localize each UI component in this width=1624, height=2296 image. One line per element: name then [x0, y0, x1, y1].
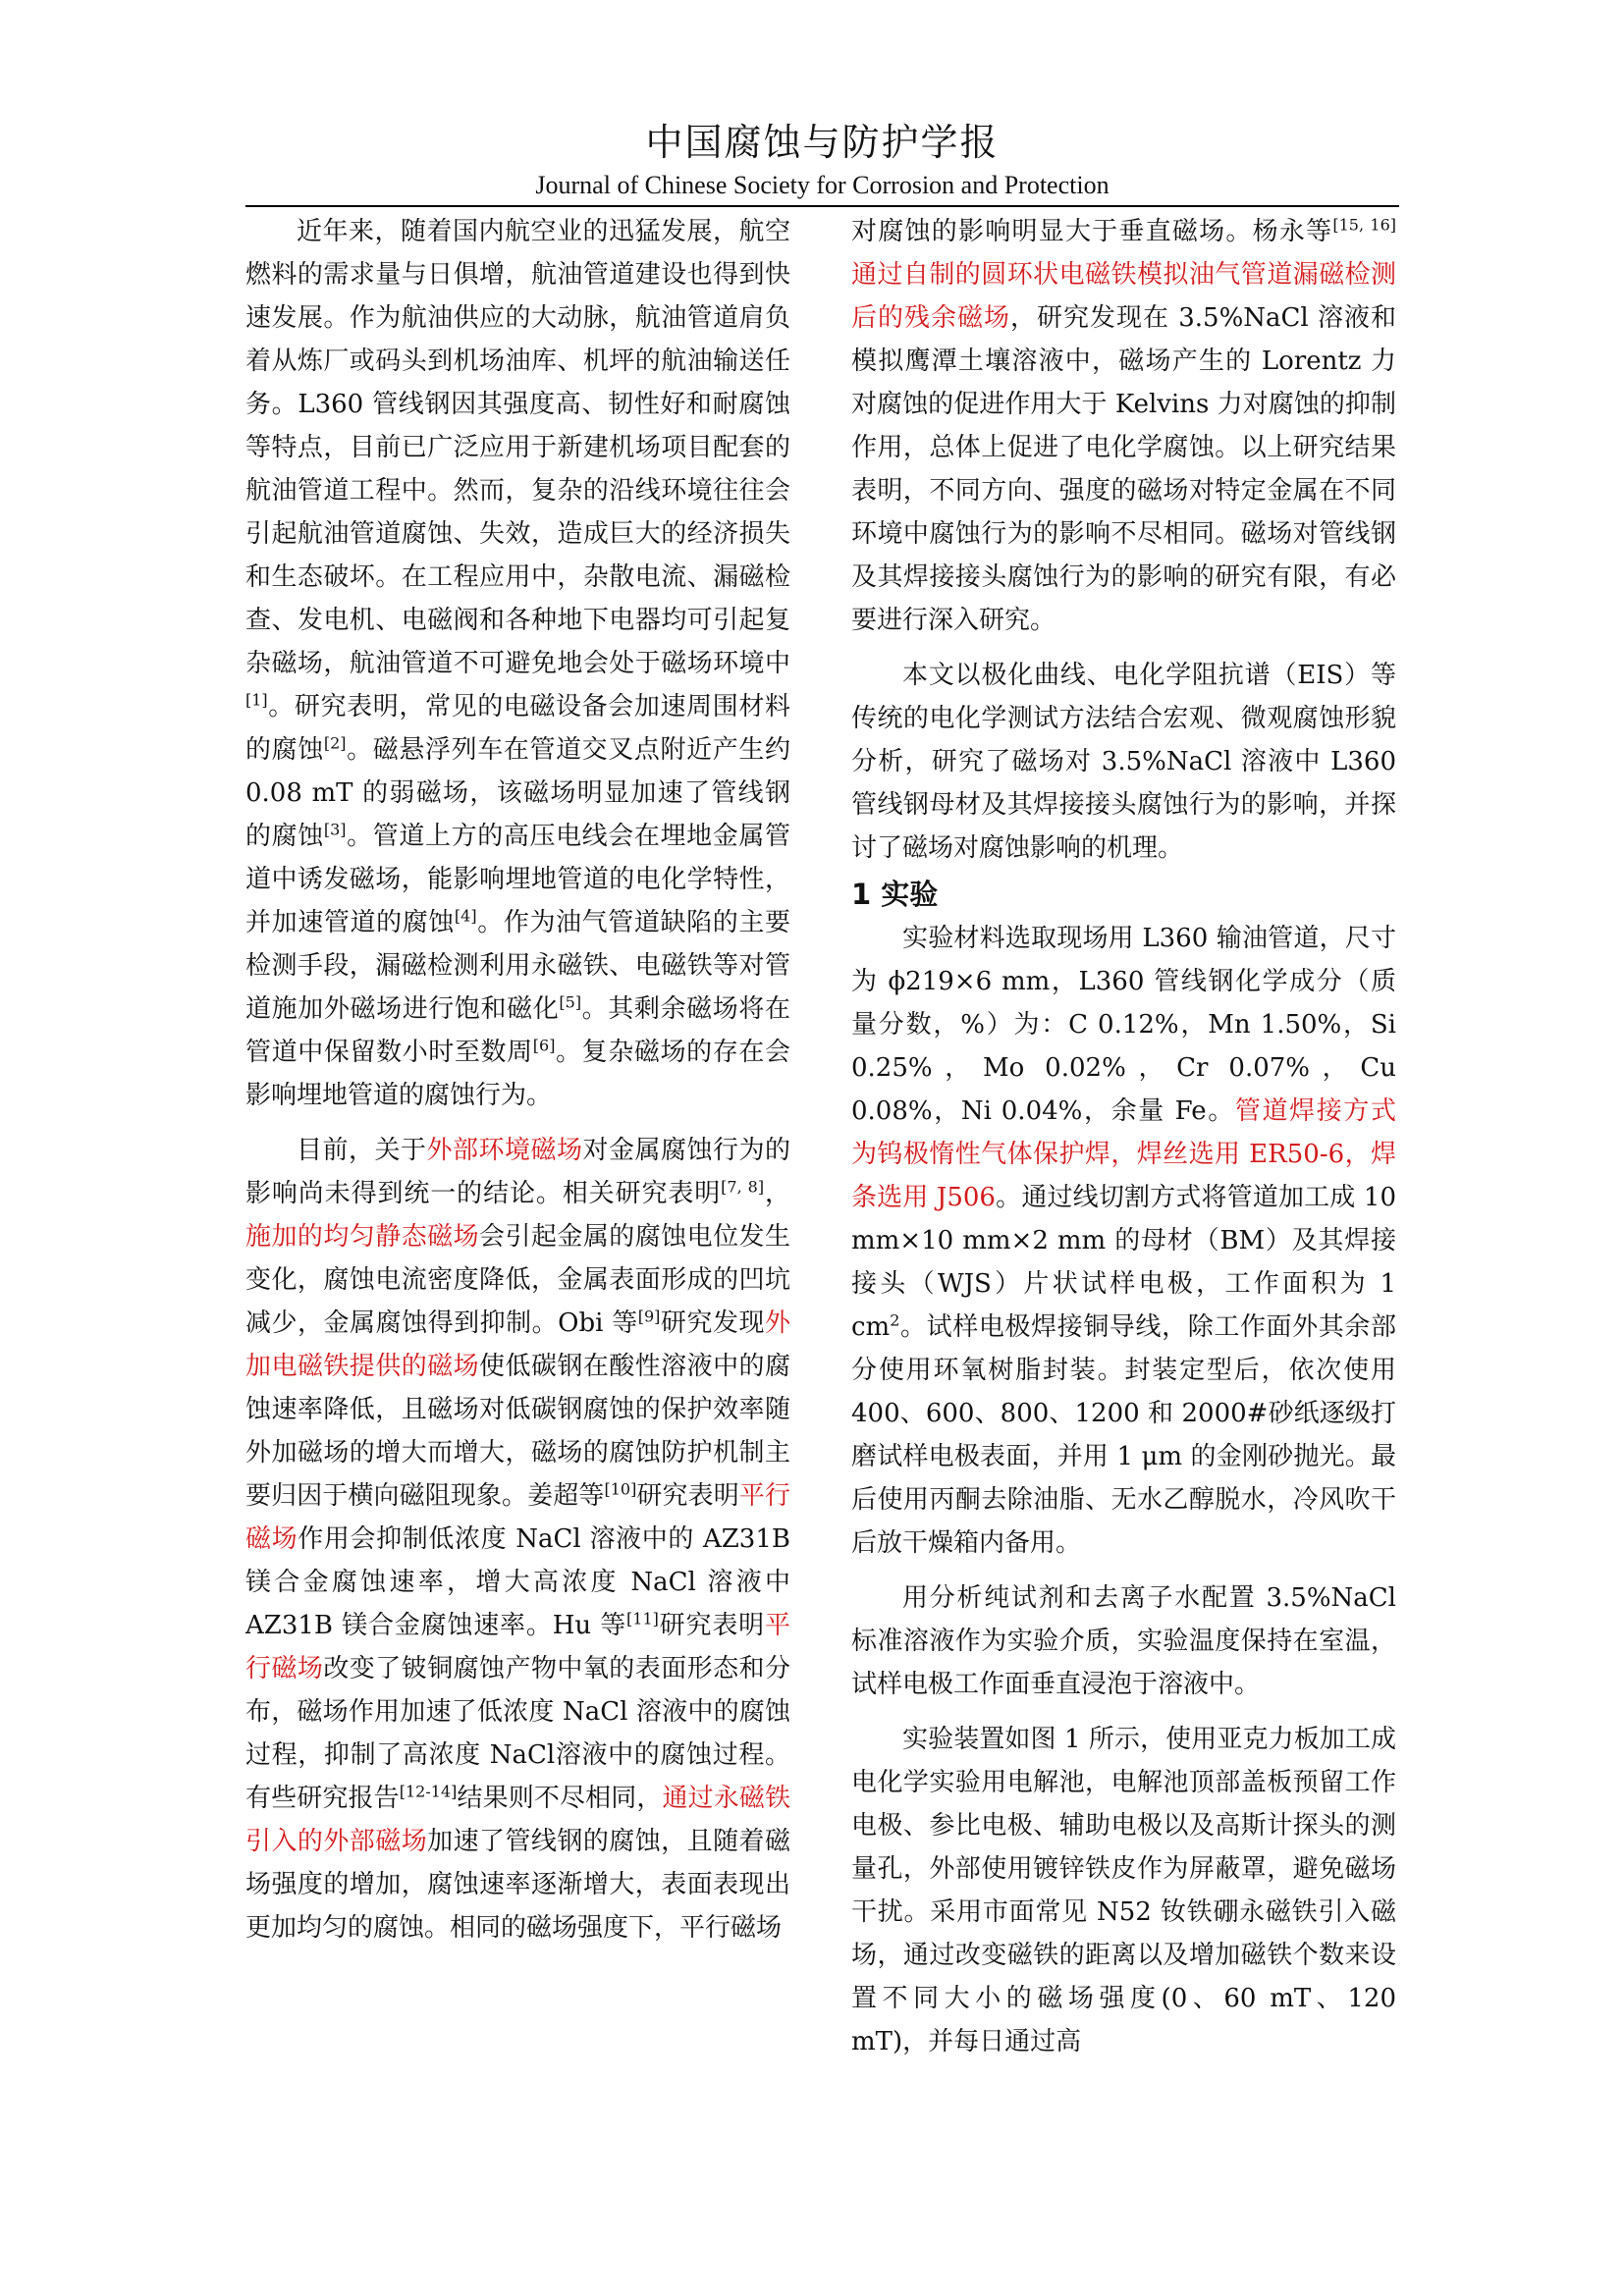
apparatus-paragraph: 实验装置如图 1 所示，使用亚克力板加工成电化学实验用电解池，电解池顶部盖板预留工作电极、参比电极、辅助电极以及高斯计探头的测量孔，外部使用镀锌铁皮作为屏蔽罩，避免磁场干扰。采用市面常见 N52 钕铁硼永磁铁引入磁场，通过改变磁铁的距离以及增加磁铁个数来设置不同大小的磁场强度(0、60 mT、120 mT)，并每日通过高 [851, 1725, 1396, 2056]
journal-title-en: Journal of Chinese Society for Corrosion and Protection [535, 171, 1110, 199]
left-column [245, 210, 790, 1949]
materials-paragraph [851, 917, 1396, 1565]
text-run: 研究发现 [660, 1308, 765, 1338]
text-run: 。复杂磁场的存在会影响埋地管道的腐蚀行为。 [245, 1038, 790, 1110]
text-run: ， [764, 1179, 790, 1208]
highlighted-text: 外加电磁铁提供的磁场 [245, 1308, 790, 1381]
intro-paragraph-1 [245, 210, 790, 1117]
text-run: 研究表明 [636, 1481, 739, 1511]
citation-ref: [2] [323, 733, 347, 753]
text-run: 。研究表明，常见的电磁设备会加速周围材料的腐蚀 [245, 692, 790, 765]
text-run: 改变了铍铜腐蚀产物中氧的表面形态和分布，磁场作用加速了低浓度 NaCl 溶液中的腐蚀过程，抑制了高浓度 NaCl溶液中的腐蚀过程。有些研究报告 [245, 1654, 790, 1813]
citation-ref: [6] [532, 1036, 556, 1055]
highlighted-text: 通过永磁铁引入的外部磁场 [245, 1784, 790, 1856]
text-run: 近年来，随着国内航空业的迅猛发展，航空燃料的需求量与日俱增，航油管道建设也得到快速发展。作为航油供应的大动脉，航油管道肩负着从炼厂或码头到机场油库、机坪的航油输送任务。L360 管线钢因其强度高、韧性好和耐腐蚀等特点，目前已广泛应用于新建机场项目配套的航油管道工程中。然而，复杂的沿线环境往往会引起航油管道腐蚀、失效，造成巨大的经济损失和生态破坏。在工程应用中，杂散电流、漏磁检查、发电机、电磁阀和各种地下电器均可引起复杂磁场，航油管道不可避免地会处于磁场环境中 [245, 217, 790, 678]
highlighted-text: 管道焊接方式为钨极惰性气体保护焊，焊丝选用 ER50-6，焊条选用 J506 [851, 1096, 1396, 1212]
text-run: 实验材料选取现场用 L360 输油管道，尺寸为 ϕ219×6 mm，L360 管线钢化学成分（质量分数，%）为：C 0.12%，Mn 1.50%，Si 0.25%，Mo 0.02%，Cr 0.07%，Cu 0.08%，Ni 0.04%，余量 Fe。 [851, 924, 1396, 1126]
text-run: 加速了管线钢的腐蚀，且随着磁场强度的增加，腐蚀速率逐渐增大，表面表现出更加均匀的腐蚀。相同的磁场强度下，平行磁场 [245, 1827, 790, 1943]
citation-ref: [1] [245, 690, 268, 710]
text-run: 。试样电极焊接铜导线，除工作面外其余部分使用环氧树脂封装。封装定型后，依次使用 400、600、800、1200 和 2000#砂纸逐级打磨试样电极表面，并用 1 μm 的金刚砂抛光。最后使用丙酮去除油脂、无水乙醇脱水，冷风吹干后放干燥箱内备用。 [851, 1312, 1396, 1558]
text-run: 结果则不尽相同， [457, 1784, 663, 1813]
right-column [851, 210, 1396, 2063]
text-run: 会引起金属的腐蚀电位发生变化，腐蚀电流密度降低，金属表面形成的凹坑减少，金属腐蚀得到抑制。Obi 等 [245, 1222, 790, 1338]
citation-ref: [12-14] [399, 1782, 458, 1801]
superscript: 2 [890, 1310, 900, 1330]
text-run: 。其剩余磁场将在管道中保留数小时至数周 [245, 994, 790, 1067]
text-run: 使低碳钢在酸性溶液中的腐蚀速率降低，且磁场对低碳钢腐蚀的保护效率随外加磁场的增大而增大，磁场的腐蚀防护机制主要归因于横向磁阻现象。姜超等 [245, 1352, 790, 1511]
citation-ref: [4] [454, 906, 477, 926]
intro-paragraph-3: 本文以极化曲线、电化学阻抗谱（EIS）等传统的电化学测试方法结合宏观、微观腐蚀形貌分析，研究了磁场对 3.5%NaCl 溶液中 L360 管线钢母材及其焊接接头腐蚀行为的影响，并探讨了磁场对腐蚀影响的机理。 [851, 661, 1396, 863]
text-run: 对金属腐蚀行为的影响尚未得到统一的结论。相关研究表明 [245, 1136, 790, 1208]
intro-paragraph-2-continued [851, 210, 1396, 642]
text-run: 。管道上方的高压电线会在埋地金属管道中诱发磁场，能影响埋地管道的电化学特性，并加速管道的腐蚀 [245, 822, 790, 937]
journal-header [245, 116, 1399, 202]
citation-ref: [7, 8] [721, 1177, 765, 1197]
text-run: 对腐蚀的影响明显大于垂直磁场。杨永等 [851, 217, 1333, 246]
text-run: ，研究发现在 3.5%NaCl 溶液和模拟鹰潭土壤溶液中，磁场产生的 Lorentz 力对腐蚀的促进作用大于 Kelvins 力对腐蚀的抑制作用，总体上促进了电化学腐蚀。以上研究结果表明，不同方向、强度的磁场对特定金属在不同环境中腐蚀行为的影响不尽相同。磁场对管线钢及其焊接接头腐蚀行为的影响的研究有限，有必要进行深入研究。 [851, 303, 1396, 635]
citation-ref: [15, 16] [1332, 215, 1396, 235]
text-run: 。磁悬浮列车在管道交叉点附近产生约 0.08 mT 的弱磁场，该磁场明显加速了管线钢的腐蚀 [245, 735, 790, 851]
citation-ref: [11] [626, 1609, 659, 1629]
journal-title-cn: 中国腐蚀与防护学报 [645, 121, 1000, 164]
citation-ref: [9] [637, 1307, 661, 1326]
intro-paragraph-2 [245, 1129, 790, 1949]
text-run: 。作为油气管道缺陷的主要检测手段，漏磁检测利用永磁铁、电磁铁等对管道施加外磁场进行饱和磁化 [245, 908, 790, 1024]
citation-ref: [10] [604, 1479, 637, 1499]
citation-ref: [5] [559, 992, 582, 1012]
header-rule [245, 205, 1399, 207]
highlighted-text: 平行磁场 [245, 1481, 790, 1554]
text-run: 作用会抑制低浓度 NaCl 溶液中的 AZ31B 镁合金腐蚀速率，增大高浓度 NaCl 溶液中 AZ31B 镁合金腐蚀速率。Hu 等 [245, 1524, 790, 1640]
citation-ref: [3] [323, 820, 347, 839]
solution-paragraph: 用分析纯试剂和去离子水配置 3.5%NaCl 标准溶液作为实验介质，实验温度保持在室温，试样电极工作面垂直浸泡于溶液中。 [851, 1583, 1396, 1699]
highlighted-text: 平行磁场 [245, 1611, 790, 1683]
highlighted-text: 施加的均匀静态磁场 [245, 1222, 480, 1252]
text-run: 目前，关于 [297, 1136, 427, 1165]
text-run: 。通过线切割方式将管道加工成 10 mm×10 mm×2 mm 的母材（BM）及其焊接接头（WJS）片状试样电极，工作面积为 1 cm [851, 1183, 1396, 1342]
highlighted-text: 外部环境磁场 [426, 1136, 583, 1165]
section-heading-experiment: 1 实验 [851, 878, 939, 911]
highlighted-text: 通过自制的圆环状电磁铁模拟油气管道漏磁检测后的残余磁场 [851, 260, 1396, 333]
text-run: 研究表明 [658, 1611, 765, 1640]
